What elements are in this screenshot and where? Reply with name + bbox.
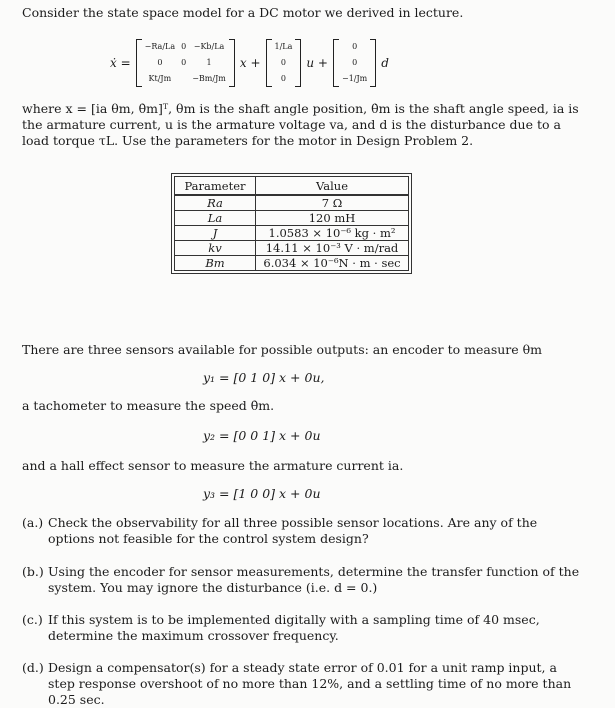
matrix-d-entry: 0 [352,58,358,67]
question-d [22,660,585,708]
question-label: (b.) [22,564,44,579]
column-header: Parameter [175,177,256,196]
matrix-a-entry: −Kb/La [193,42,225,51]
question-text: Using the encoder for sensor measurements, determine the transfer function of the system. You may ignore the disturbance (i.e. d = 0.) [48,564,580,595]
intro-text: Consider the state space model for a DC motor we derived in lecture. [22,5,464,20]
question-text: Check the observability for all three possible sensor locations. Are any of the options not feasible for the control system design? [48,515,538,546]
question-a [22,515,585,547]
matrix-d-entry: 0 [352,42,358,51]
question-text: If this system is to be implemented digitally with a sampling time of 40 msec, determine the maximum crossover frequency. [48,612,540,643]
u-plus-label: u + [306,56,328,70]
matrix-b-entry: 0 [280,74,286,83]
value-cell: 7 Ω [256,195,409,211]
d-label: d [381,56,389,70]
table-row [175,211,409,226]
tachometer-text: a tachometer to measure the speed θ̇m. [22,398,275,413]
param-cell: Bm [175,256,256,271]
matrix-a-entry: 0 [157,58,163,67]
question-c [22,612,585,644]
param-cell: kv [175,241,256,256]
value-cell: 6.034 × 10⁻⁶N · m · sec [256,256,409,271]
where-paragraph: where x = [ia θm, θ̇m]ᵀ, θm is the shaft angle position, θ̇m is the shaft angle speed, ia is the armature current, u is the armature voltage va, and d is the disturbance due to a load torque τL. Use the parameters for the motor in Design Problem 2. [22,101,579,148]
matrix-a-entry: 0 [181,42,187,51]
equation-y3: y₃ = [1 0 0] x + 0u [203,486,321,501]
param-cell: La [175,211,256,226]
matrix-b-entry: 0 [280,58,286,67]
hall-sensor-text: and a hall effect sensor to measure the armature current ia. [22,458,404,473]
question-label: (a.) [22,515,44,530]
table-row [175,226,409,241]
param-cell: Ra [175,195,256,211]
parameter-table [174,176,409,271]
matrix-d-entry: −1/Jm [341,74,368,83]
equation-y2: y₂ = [0 0 1] x + 0u [203,428,321,443]
table-header-row [175,177,409,196]
matrix-a-entry [178,71,189,87]
value-cell: 1.0583 × 10⁻⁶ kg · m² [256,226,409,241]
matrix-a-entry: 1 [206,58,212,67]
matrix-b-entry: 1/La [274,42,293,51]
matrix-a-entry: −Ra/La [144,42,176,51]
value-cell: 120 mH [256,211,409,226]
x-plus-label: x + [239,56,261,70]
value-cell: 14.11 × 10⁻³ V · m/rad [256,241,409,256]
table-row [175,256,409,271]
sensors-intro-text: There are three sensors available for possible outputs: an encoder to measure θm [22,342,543,357]
column-header: Value [256,177,409,196]
matrix-b [266,39,302,87]
question-label: (d.) [22,660,44,675]
matrix-a [136,39,235,87]
question-text: Design a compensator(s) for a steady state error of 0.01 for a unit ramp input, a step response overshoot of no more than 12%, and a settling time of no more than 0.25 sec. [48,660,572,707]
matrix-a-entry: 0 [181,58,187,67]
table-row [175,195,409,211]
equation-y1: y₁ = [0 1 0] x + 0u, [203,370,325,385]
param-cell: J [175,226,256,241]
matrix-a-entry: Kt/Jm [148,74,172,83]
matrix-d [333,39,376,87]
matrix-a-entry: −Bm/Jm [192,74,226,83]
state-space-equation [110,30,389,96]
state-derivative-label: ẋ = [110,56,131,70]
question-label: (c.) [22,612,43,627]
table-row [175,241,409,256]
question-b [22,564,585,596]
